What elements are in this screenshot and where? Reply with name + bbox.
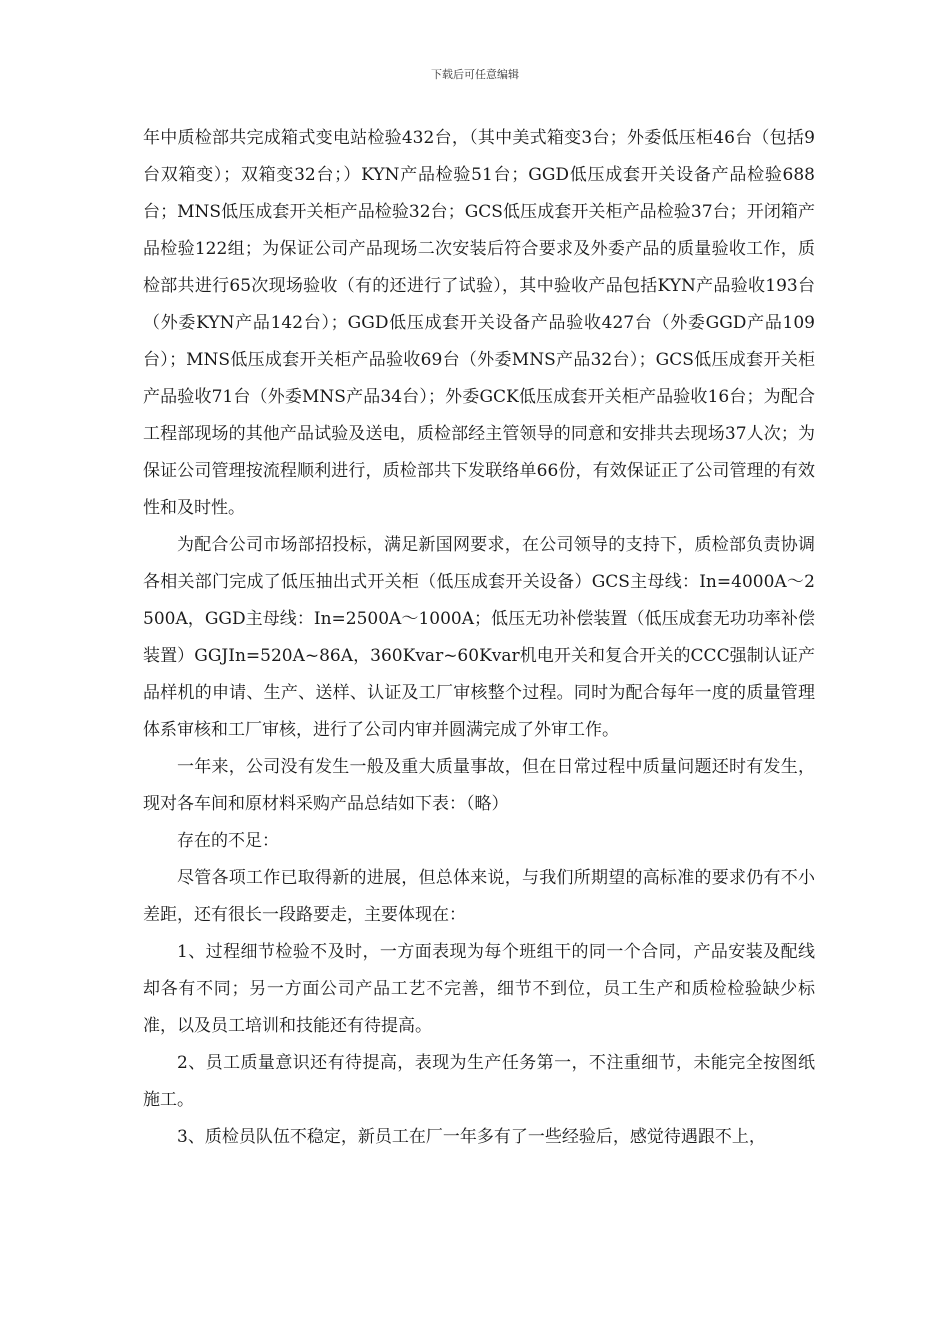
document-body xyxy=(143,120,815,1156)
paragraph-quality-incidents: 一年来，公司没有发生一般及重大质量事故，但在日常过程中质量问题还时有发生，现对各车间和原材料采购产品总结如下表：（略） xyxy=(143,757,815,814)
page-header: 下载后可任意编辑 xyxy=(431,68,519,81)
list-item-2: 2、员工质量意识还有待提高，表现为生产任务第一，不注重细节，未能完全按图纸施工。 xyxy=(143,1053,815,1110)
paragraph-ccc-certification: 为配合公司市场部招投标，满足新国网要求，在公司领导的支持下，质检部负责协调各相关部门完成了低压抽出式开关柜（低压成套开关设备）GCS主母线：In=4000A～2500A，GGD主母线：In=2500A～1000A；低压无功补偿装置（低压成套无功功率补偿装置）GGJIn=520A~86A，360Kvar~60Kvar机电开关和复合开关的CCC强制认证产品样机的申请、生产、送样、认证及工厂审核整个过程。同时为配合每年一度的质量管理体系审核和工厂审核，进行了公司内审并圆满完成了外审工作。 xyxy=(143,535,815,740)
section-heading-shortcomings: 存在的不足： xyxy=(177,831,279,851)
paragraph-shortcomings-intro: 尽管各项工作已取得新的进展，但总体来说，与我们所期望的高标准的要求仍有不小差距，还有很长一段路要走，主要体现在： xyxy=(143,868,815,925)
list-item-3: 3、质检员队伍不稳定，新员工在厂一年多有了一些经验后，感觉待遇跟不上， xyxy=(177,1127,766,1147)
paragraph-inspection-summary: 年中质检部共完成箱式变电站检验432台，（其中美式箱变3台；外委低压柜46台（包括9台双箱变）；双箱变32台；）KYN产品检验51台；GGD低压成套开关设备产品检验688台；MNS低压成套开关柜产品检验32台；GCS低压成套开关柜产品检验37台；开闭箱产品检验122组；为保证公司产品现场二次安装后符合要求及外委产品的质量验收工作，质检部共进行65次现场验收（有的还进行了试验），其中验收产品包括KYN产品验收193台（外委KYN产品142台）；GGD低压成套开关设备产品验收427台（外委GGD产品109台）；MNS低压成套开关柜产品验收69台（外委MNS产品32台）；GCS低压成套开关柜产品验收71台（外委MNS产品34台）；外委GCK低压成套开关柜产品验收16台；为配合工程部现场的其他产品试验及送电，质检部经主管领导的同意和安排共去现场37人次；为保证公司管理按流程顺利进行，质检部共下发联络单66份，有效保证正了公司管理的有效性和及时性。 xyxy=(143,128,815,518)
list-item-1: 1、过程细节检验不及时，一方面表现为每个班组干的同一个合同，产品安装及配线却各有不同；另一方面公司产品工艺不完善，细节不到位，员工生产和质检检验缺少标准，以及员工培训和技能还有待提高。 xyxy=(143,942,815,1036)
